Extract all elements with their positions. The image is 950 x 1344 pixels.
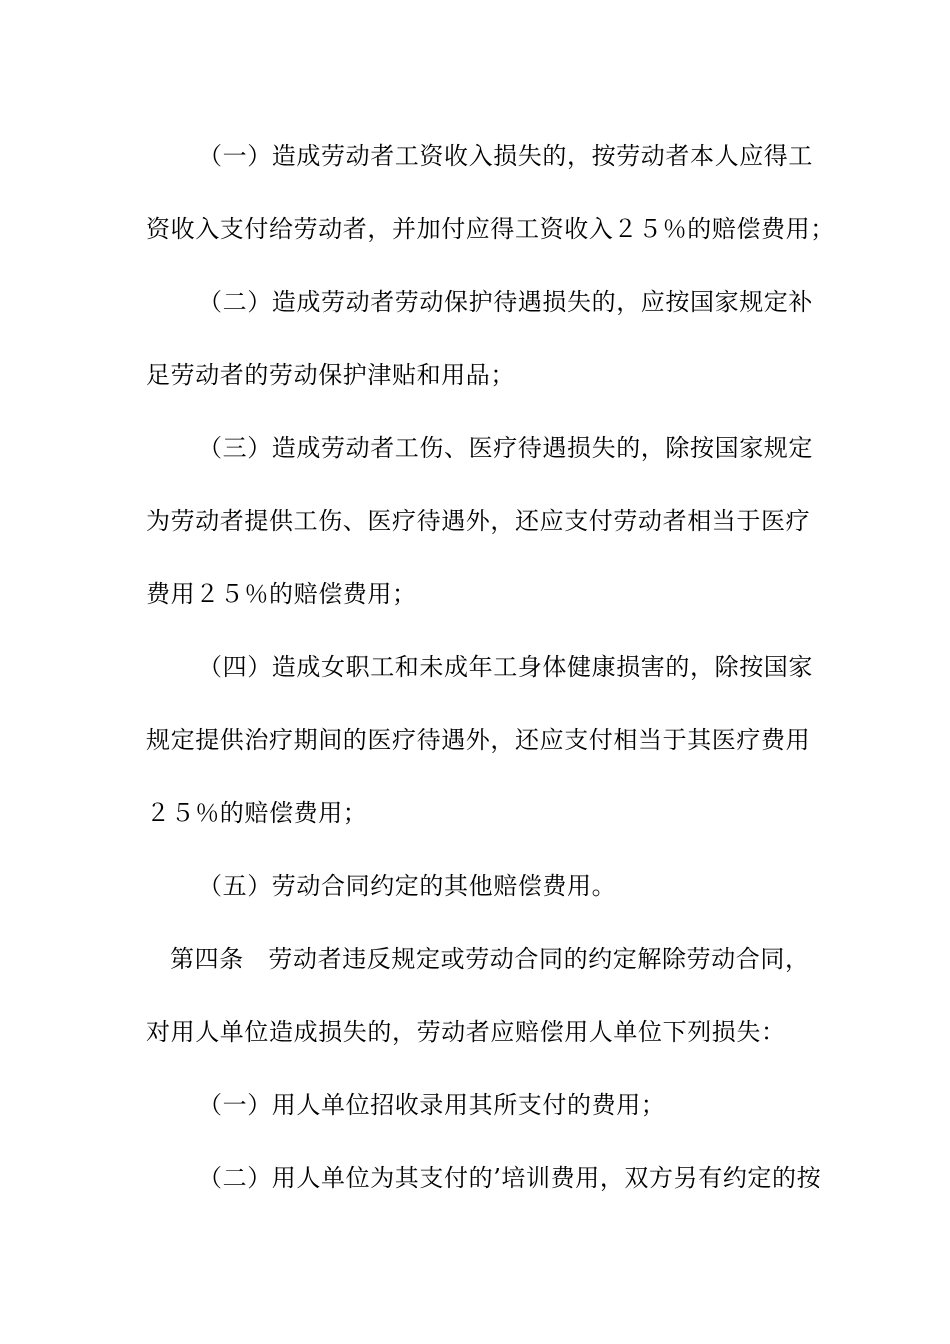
paragraph-1-line-2: 资收入支付给劳动者，并加付应得工资收入２５％的赔偿费用； [146,215,835,243]
paragraph-1-line-1: （一）造成劳动者工资收入损失的，按劳动者本人应得工 [198,142,813,170]
paragraph-4-line-1: （四）造成女职工和未成年工身体健康损害的，除按国家 [198,653,813,681]
article-4-line-1: 第四条 劳动者违反规定或劳动合同的约定解除劳动合同， [170,945,810,973]
paragraph-2-line-1: （二）造成劳动者劳动保护待遇损失的，应按国家规定补 [198,288,813,316]
paragraph-2-line-2: 足劳动者的劳动保护津贴和用品； [146,361,515,389]
paragraph-4-line-3: ２５％的赔偿费用； [146,799,368,827]
article-4-line-2: 对用人单位造成损失的，劳动者应赔偿用人单位下列损失： [146,1018,786,1046]
article-4-item-1: （一）用人单位招收录用其所支付的费用； [198,1091,666,1119]
paragraph-4-line-2: 规定提供治疗期间的医疗待遇外，还应支付相当于其医疗费用 [146,726,811,754]
paragraph-3-line-3: 费用２５％的赔偿费用； [146,580,417,608]
paragraph-5-line-1: （五）劳动合同约定的其他赔偿费用。 [198,872,617,900]
paragraph-3-line-1: （三）造成劳动者工伤、医疗待遇损失的，除按国家规定 [198,434,813,462]
article-4-item-2: （二）用人单位为其支付的’培训费用，双方另有约定的按 [198,1164,822,1192]
paragraph-3-line-2: 为劳动者提供工伤、医疗待遇外，还应支付劳动者相当于医疗 [146,507,811,535]
